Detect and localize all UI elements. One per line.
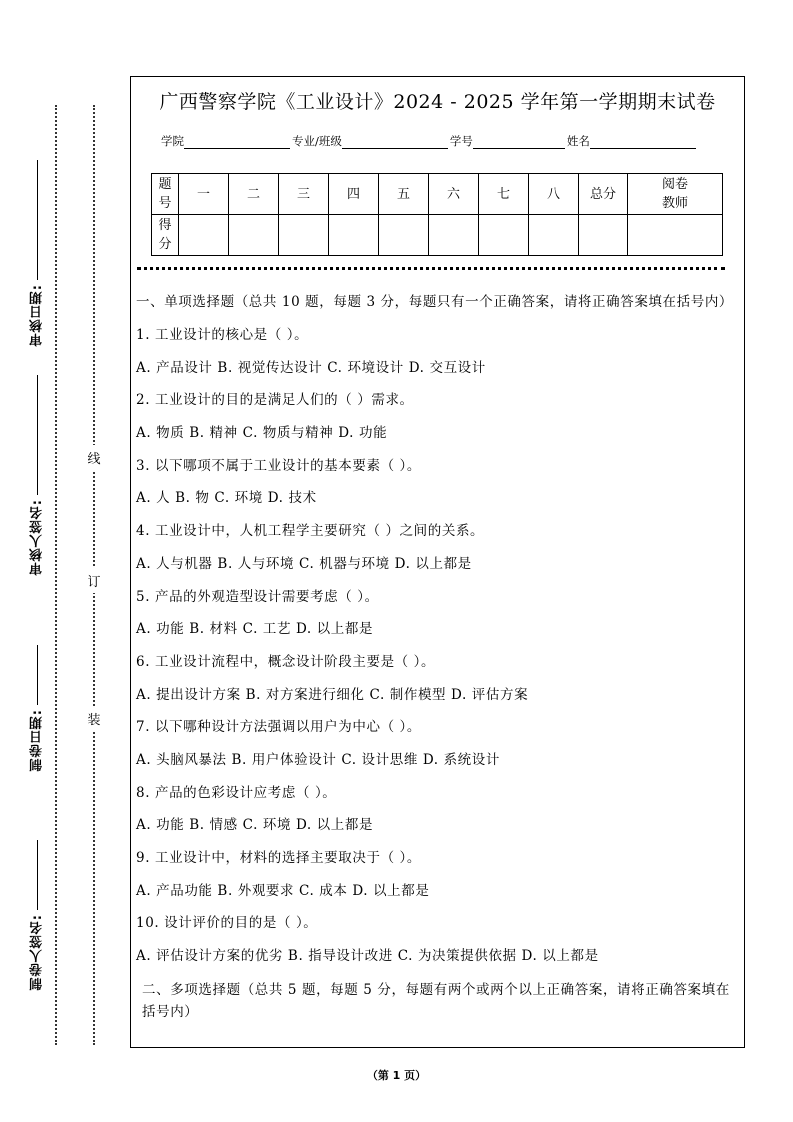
question-2-options: A. 物质 B. 精神 C. 物质与精神 D. 功能 xyxy=(136,425,388,442)
col-header: 二 xyxy=(229,174,279,215)
section2-heading: 二、多项选择题（总共 5 题，每题 5 分，每题有两个或两个以上正确答案，请将正确答案填在括号内） xyxy=(142,981,730,1020)
question-8-options: A. 功能 B. 情感 C. 环境 D. 以上都是 xyxy=(136,817,374,834)
score-cell[interactable] xyxy=(179,215,229,256)
question-6: 6. 工业设计流程中，概念设计阶段主要是（ ）。 xyxy=(136,653,436,670)
col-header: 四 xyxy=(329,174,379,215)
score-cell[interactable] xyxy=(529,215,579,256)
question-5-options: A. 功能 B. 材料 C. 工艺 D. 以上都是 xyxy=(136,621,374,638)
score-cell[interactable] xyxy=(329,215,379,256)
binding-mark-zhuang: 装 xyxy=(86,706,102,731)
major-class-blank[interactable] xyxy=(342,136,448,149)
question-6-options: A. 提出设计方案 B. 对方案进行细化 C. 制作模型 D. 评估方案 xyxy=(136,686,529,703)
question-3: 3. 以下哪项不属于工业设计的基本要素（ ）。 xyxy=(136,457,422,474)
make-date-label: 制卷日期: xyxy=(29,709,45,772)
question-9: 9. 工业设计中，材料的选择主要取决于（ ）。 xyxy=(136,850,422,866)
major-class-label: 专业/班级 xyxy=(292,134,342,148)
name-blank[interactable] xyxy=(590,136,696,149)
question-10: 10. 设计评价的目的是（ ）。 xyxy=(136,915,318,932)
make-signature-underline xyxy=(37,840,38,910)
question-7: 7. 以下哪种设计方法强调以用户为中心（ ）。 xyxy=(136,719,422,736)
name-label: 姓名 xyxy=(566,134,590,148)
question-4-options: A. 人与机器 B. 人与环境 C. 机器与环境 D. 以上都是 xyxy=(136,555,472,572)
col-header: 一 xyxy=(179,174,229,215)
make-signature-label: 制卷人签名: xyxy=(29,914,45,991)
col-header-reviewer: 阅卷 教师 xyxy=(628,174,723,215)
question-2: 2. 工业设计的目的是满足人们的（ ）需求。 xyxy=(136,392,414,409)
question-5: 5. 产品的外观造型设计需要考虑（ ）。 xyxy=(136,588,379,605)
score-cell-reviewer[interactable] xyxy=(628,215,723,256)
col-header: 六 xyxy=(429,174,479,215)
col-header: 三 xyxy=(279,174,329,215)
col-header: 七 xyxy=(479,174,529,215)
question-9-options: A. 产品功能 B. 外观要求 C. 成本 D. 以上都是 xyxy=(136,882,430,899)
student-info-row xyxy=(161,133,698,149)
col-header: 五 xyxy=(379,174,429,215)
score-cell[interactable] xyxy=(229,215,279,256)
exam-title: 广西警察学院《工业设计》2024 - 2025 学年第一学期期末试卷 xyxy=(159,91,716,113)
review-signature-underline xyxy=(37,375,38,495)
binding-mark-ding: 订 xyxy=(86,568,102,593)
question-1: 1. 工业设计的核心是（ ）。 xyxy=(136,327,309,343)
col-header-total: 总分 xyxy=(579,174,628,215)
header-separator xyxy=(137,267,725,270)
review-signature-field xyxy=(12,375,62,575)
question-7-options: A. 头脑风暴法 B. 用户体验设计 C. 设计思维 D. 系统设计 xyxy=(136,751,500,768)
questions-area xyxy=(136,291,738,1023)
make-signature-field xyxy=(12,840,62,990)
section1-heading: 一、单项选择题（总共 10 题，每题 3 分，每题只有一个正确答案，请将正确答案填在括号内） xyxy=(136,294,734,310)
score-cell[interactable] xyxy=(429,215,479,256)
page-number: （第 1 页） xyxy=(366,1069,427,1082)
exam-frame xyxy=(130,76,745,1048)
review-date-label: 审核日期: xyxy=(29,284,45,347)
row-label-score: 得 分 xyxy=(152,215,179,256)
student-id-blank[interactable] xyxy=(473,136,565,149)
score-table-score-row xyxy=(152,215,723,256)
question-8: 8. 产品的色彩设计应考虑（ ）。 xyxy=(136,784,337,801)
score-table-header-row xyxy=(152,174,723,215)
review-signature-label: 审核人签名: xyxy=(29,499,45,576)
college-label: 学院 xyxy=(161,134,184,148)
student-id-label: 学号 xyxy=(449,134,473,148)
score-cell-total[interactable] xyxy=(579,215,628,256)
score-cell[interactable] xyxy=(479,215,529,256)
score-cell[interactable] xyxy=(279,215,329,256)
review-date-underline xyxy=(37,160,38,280)
row-label-question-number: 题 号 xyxy=(152,174,179,215)
review-date-field xyxy=(12,160,62,346)
question-10-options: A. 评估设计方案的优劣 B. 指导设计改进 C. 为决策提供依据 D. 以上都是 xyxy=(136,948,599,965)
score-cell[interactable] xyxy=(379,215,429,256)
question-3-options: A. 人 B. 物 C. 环境 D. 技术 xyxy=(136,490,317,507)
col-header: 八 xyxy=(529,174,579,215)
make-date-field xyxy=(12,645,62,771)
question-1-options: A. 产品设计 B. 视觉传达设计 C. 环境设计 D. 交互设计 xyxy=(136,359,486,376)
question-4: 4. 工业设计中，人机工程学主要研究（ ）之间的关系。 xyxy=(136,523,485,540)
binding-mark-xian: 线 xyxy=(86,445,102,470)
college-blank[interactable] xyxy=(184,136,290,149)
score-table xyxy=(151,173,723,256)
make-date-underline xyxy=(37,645,38,705)
